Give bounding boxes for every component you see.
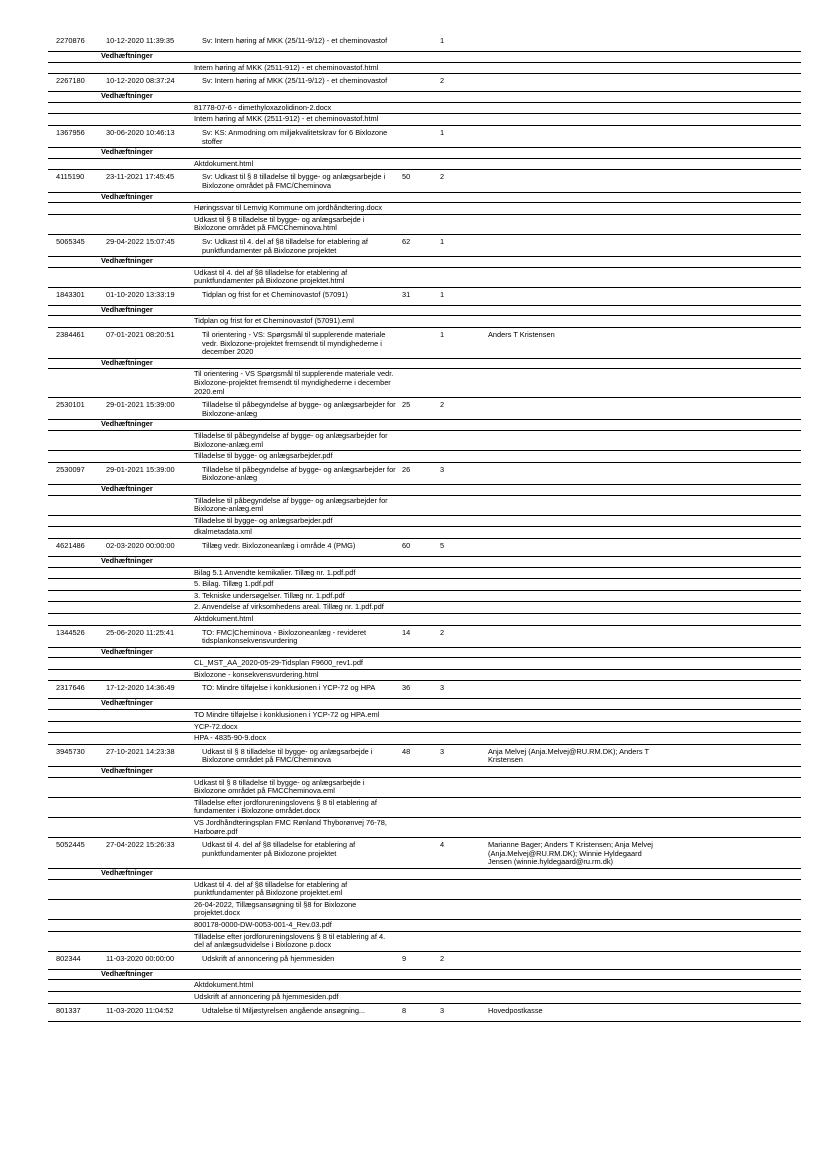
attachment-filename: Udskrift af annoncering på hjemmesiden.pdf bbox=[194, 991, 339, 1001]
attachments-heading: Vedhæftninger bbox=[48, 647, 801, 658]
record-subject: Udtalelse til Miljøstyrelsen angående ansøgning... bbox=[202, 1005, 366, 1015]
record-attachment-count: 1 bbox=[440, 36, 445, 45]
record-pages bbox=[402, 77, 440, 90]
record-main bbox=[48, 288, 801, 305]
record-row bbox=[48, 235, 801, 288]
record-recipients bbox=[488, 129, 658, 146]
attachment-item bbox=[48, 567, 801, 579]
record-row bbox=[48, 838, 801, 952]
attachment-filename: Intern høring af MKK (2511-912) - et cheminovastof.html bbox=[194, 62, 379, 72]
record-date: 11-03-2020 00:00:00 bbox=[106, 953, 175, 963]
attachment-item bbox=[48, 102, 801, 114]
attachment-filename: Tilladelse til bygge- og anlægsarbejder.pdf bbox=[194, 515, 333, 525]
attachment-item bbox=[48, 526, 801, 538]
record-subject: Tilladelse til påbegyndelse af bygge- og anlægsarbejder for Bixlozone-anlæg bbox=[202, 464, 396, 483]
attachment-item bbox=[48, 732, 801, 744]
record-pages: 14 bbox=[402, 627, 411, 637]
record-main bbox=[48, 681, 801, 698]
attachment-filename: Udkast til § 8 tilladelse til bygge- og anlægsarbejde i Bixlozone området på FMCCheminova.html bbox=[194, 214, 365, 233]
record-subject: Sv: Intern høring af MKK (25/11-9/12) - et cheminovastof bbox=[202, 36, 388, 45]
record-id: 1344526 bbox=[56, 627, 85, 637]
record-row bbox=[48, 539, 801, 626]
attachment-filename: Bilag 5.1 Anvendte kemikalier. Tillæg nr. 1.pdf.pdf bbox=[194, 567, 356, 577]
record-subject: Sv: KS: Anmodning om miljøkvalitetskrav for 6 Bixlozone stoffer bbox=[202, 127, 388, 146]
attachment-item bbox=[48, 777, 801, 797]
record-subject: Sv: Udkast til § 8 tilladelse til bygge- og anlægsarbejde i Bixlozone området på FMC/Cheminova bbox=[202, 172, 386, 190]
record-date: 29-04-2022 15:07:45 bbox=[106, 236, 175, 246]
attachment-item bbox=[48, 879, 801, 899]
attachment-filename: Aktdokument.html bbox=[194, 158, 254, 168]
record-pages bbox=[402, 841, 440, 867]
record-id: 1367956 bbox=[56, 127, 85, 137]
record-main bbox=[48, 398, 801, 419]
attachments-heading: Vedhæftninger bbox=[48, 484, 801, 495]
record-recipients bbox=[488, 77, 658, 90]
attachment-filename: Aktdokument.html bbox=[194, 613, 254, 623]
record-recipients bbox=[488, 542, 658, 555]
record-subject: Udkast til 4. del af §8 tilladelse for etablering af punktfundamenter på Bixlozone projektet bbox=[202, 840, 356, 858]
record-id: 2270876 bbox=[56, 36, 85, 45]
attachment-filename: Tilladelse til bygge- og anlægsarbejder.pdf bbox=[194, 451, 333, 461]
record-id: 3945730 bbox=[56, 746, 85, 756]
record-row bbox=[48, 34, 801, 74]
record-id: 2384461 bbox=[56, 330, 85, 340]
record-date: 17-12-2020 14:36:49 bbox=[106, 683, 175, 693]
attachment-item bbox=[48, 315, 801, 327]
record-recipients bbox=[488, 466, 658, 483]
attachment-filename: 2. Anvendelse af virksomhedens areal. Tillæg nr. 1.pdf.pdf bbox=[194, 602, 384, 612]
attachment-item bbox=[48, 931, 801, 951]
attachment-item bbox=[48, 919, 801, 931]
attachment-item bbox=[48, 430, 801, 450]
record-pages: 48 bbox=[402, 746, 411, 756]
attachment-filename: YCP-72.docx bbox=[194, 721, 238, 731]
record-subject: Tidplan og frist for et Cheminovastof (57091) bbox=[202, 289, 348, 299]
record-date: 11-03-2020 11:04:52 bbox=[106, 1005, 174, 1015]
record-row bbox=[48, 288, 801, 328]
record-main bbox=[48, 463, 801, 484]
record-recipients bbox=[488, 238, 658, 255]
record-id: 2530097 bbox=[56, 464, 85, 474]
record-id: 1843301 bbox=[56, 289, 85, 299]
record-pages: 8 bbox=[402, 1005, 407, 1015]
attachments-heading: Vedhæftninger bbox=[48, 358, 801, 369]
record-attachment-count: 3 bbox=[440, 683, 445, 693]
attachment-item bbox=[48, 991, 801, 1003]
record-date: 10-12-2020 11:39:35 bbox=[106, 36, 175, 45]
attachments-heading: Vedhæftninger bbox=[48, 192, 801, 203]
record-subject: TO: Mindre tilføjelse i konklusionen i YCP-72 og HPA bbox=[202, 683, 376, 693]
record-attachment-count: 2 bbox=[440, 953, 445, 963]
record-id: 2530101 bbox=[56, 400, 85, 410]
attachment-item bbox=[48, 613, 801, 625]
record-row bbox=[48, 952, 801, 1004]
attachments-heading: Vedhæftninger bbox=[48, 419, 801, 430]
record-row bbox=[48, 328, 801, 398]
attachment-filename: Til orientering - VS Spørgsmål til supplerende materiale vedr. Bixlozone-projektet fremsendt til myndighederne i december 2020.eml bbox=[194, 369, 394, 396]
attachment-filename: 5. Bilag. Tillæg 1.pdf.pdf bbox=[194, 579, 274, 589]
record-main bbox=[48, 745, 801, 766]
record-pages: 31 bbox=[402, 289, 411, 299]
attachment-filename: CL_MST_AA_2020-05-29-Tidsplan F9600_rev1.pdf bbox=[194, 658, 363, 668]
attachment-filename: VS Jordhåndteringsplan FMC Rønland Thyborønvej 76-78, Harboøre.pdf bbox=[194, 818, 387, 836]
attachment-filename: Aktdokument.html bbox=[194, 980, 254, 990]
record-attachment-count: 1 bbox=[440, 330, 445, 340]
record-date: 25-06-2020 11:25:41 bbox=[106, 627, 175, 637]
record-recipients bbox=[488, 401, 658, 418]
record-date: 27-10-2021 14:23:38 bbox=[106, 746, 175, 756]
record-pages: 60 bbox=[402, 540, 411, 550]
record-row bbox=[48, 74, 801, 126]
record-recipients bbox=[488, 955, 658, 968]
record-date: 29-01-2021 15:39:00 bbox=[106, 464, 175, 474]
record-pages: 26 bbox=[402, 464, 411, 474]
record-recipients bbox=[488, 173, 658, 190]
attachment-item bbox=[48, 495, 801, 515]
record-row bbox=[48, 1004, 801, 1022]
attachment-item bbox=[48, 669, 801, 681]
attachments-heading: Vedhæftninger bbox=[48, 868, 801, 879]
record-attachment-count: 1 bbox=[440, 289, 445, 299]
record-recipients: Hovedpostkasse bbox=[488, 1005, 543, 1015]
record-pages bbox=[402, 129, 440, 146]
attachments-heading: Vedhæftninger bbox=[48, 698, 801, 709]
record-row bbox=[48, 126, 801, 170]
attachment-filename: Høringssvar til Lemvig Kommune om jordhåndtering.docx bbox=[194, 203, 383, 213]
record-subject: Tillæg vedr. Bixlozoneanlæg i område 4 (PMG) bbox=[202, 540, 356, 550]
attachments-heading: Vedhæftninger bbox=[48, 556, 801, 567]
record-id: 801337 bbox=[56, 1005, 81, 1015]
record-attachment-count: 2 bbox=[440, 172, 445, 182]
attachment-filename: Tilladelse efter jordforureningslovens § 8 til etablering af 4. del af anlægsudvidelse i Bixlozone p.docx bbox=[194, 931, 386, 950]
record-date: 29-01-2021 15:39:00 bbox=[106, 400, 175, 410]
record-date: 02-03-2020 00:00:00 bbox=[106, 540, 175, 550]
record-main bbox=[48, 539, 801, 556]
record-pages: 50 bbox=[402, 172, 411, 182]
record-attachment-count: 2 bbox=[440, 76, 445, 86]
attachment-filename: HPA - 4835-90-9.docx bbox=[194, 733, 267, 743]
record-attachment-count: 5 bbox=[440, 540, 445, 550]
record-pages: 25 bbox=[402, 400, 411, 410]
attachment-filename: TO Mindre tilføjelse i konklusionen i YCP-72 og HPA.eml bbox=[194, 710, 380, 720]
record-recipients bbox=[488, 291, 658, 304]
record-recipients bbox=[488, 629, 658, 646]
attachment-item bbox=[48, 817, 801, 837]
attachment-filename: Tilladelse til påbegyndelse af bygge- og anlægsarbejder for Bixlozone-anlæg.eml bbox=[194, 431, 388, 449]
record-recipients bbox=[488, 684, 658, 697]
attachment-item bbox=[48, 979, 801, 991]
record-id: 2317646 bbox=[56, 683, 85, 693]
record-date: 07-01-2021 08:20:51 bbox=[106, 330, 175, 340]
attachment-filename: 26-04-2022, Tillægsansøgning til §8 for Bixlozone projektet.docx bbox=[194, 899, 357, 918]
record-main bbox=[48, 170, 801, 191]
attachments-heading: Vedhæftninger bbox=[48, 256, 801, 267]
attachment-filename: dkalmetadata.xml bbox=[194, 527, 252, 537]
attachment-filename: Tilladelse til påbegyndelse af bygge- og anlægsarbejder for Bixlozone-anlæg.eml bbox=[194, 495, 388, 514]
record-pages: 9 bbox=[402, 953, 407, 963]
record-attachment-count: 4 bbox=[440, 840, 445, 850]
attachments-heading: Vedhæftninger bbox=[48, 766, 801, 777]
attachment-item bbox=[48, 202, 801, 214]
record-main bbox=[48, 74, 801, 91]
record-subject: TO: FMC|Cheminova - Bixlozoneanlæg - revideret tidsplankonsekvensvurdering bbox=[202, 627, 367, 646]
attachment-item bbox=[48, 578, 801, 590]
attachment-item bbox=[48, 709, 801, 721]
record-attachment-count: 1 bbox=[440, 236, 445, 246]
record-id: 5052445 bbox=[56, 840, 85, 850]
record-row bbox=[48, 745, 801, 838]
record-recipients bbox=[488, 37, 658, 50]
attachments-heading: Vedhæftninger bbox=[48, 147, 801, 158]
record-subject: Sv: Intern høring af MKK (25/11-9/12) - et cheminovastof bbox=[202, 76, 388, 86]
attachment-item bbox=[48, 214, 801, 234]
attachment-filename: Bixlozone - konsekvensvurdering.html bbox=[194, 669, 319, 679]
attachments-heading: Vedhæftninger bbox=[48, 969, 801, 980]
record-row bbox=[48, 463, 801, 539]
record-date: 30-06-2020 10:46:13 bbox=[106, 127, 175, 137]
attachment-item bbox=[48, 657, 801, 669]
record-main bbox=[48, 626, 801, 647]
record-date: 10-12-2020 08:37:24 bbox=[106, 76, 175, 86]
attachment-item bbox=[48, 450, 801, 462]
attachments-heading: Vedhæftninger bbox=[48, 91, 801, 102]
attachment-filename: Intern høring af MKK (2511-912) - et cheminovastof.html bbox=[194, 114, 379, 124]
attachment-item bbox=[48, 899, 801, 919]
attachment-item bbox=[48, 267, 801, 287]
document-list bbox=[48, 34, 801, 1022]
record-attachment-count: 3 bbox=[440, 464, 445, 474]
attachment-item bbox=[48, 158, 801, 170]
record-pages: 36 bbox=[402, 683, 411, 693]
record-row bbox=[48, 681, 801, 744]
record-recipients: Marianne Bager; Anders T Kristensen; Anja Melvej (Anja.Melvej@RU.RM.DK); Winnie Hyldegaard Jensen (winnie.hyldegaard@ru.rm.dk) bbox=[488, 840, 653, 867]
record-attachment-count: 3 bbox=[440, 746, 445, 756]
record-recipients: Anja Melvej (Anja.Melvej@RU.RM.DK); Anders T Kristensen bbox=[488, 746, 649, 765]
attachment-item bbox=[48, 515, 801, 527]
record-main bbox=[48, 838, 801, 868]
record-id: 5065345 bbox=[56, 236, 85, 246]
record-date: 27-04-2022 15:26:33 bbox=[106, 840, 175, 850]
record-main bbox=[48, 328, 801, 358]
record-main bbox=[48, 235, 801, 256]
attachment-item bbox=[48, 62, 801, 74]
record-row bbox=[48, 626, 801, 682]
record-pages: 62 bbox=[402, 236, 411, 246]
record-pages bbox=[402, 37, 440, 50]
record-attachment-count: 1 bbox=[440, 127, 445, 137]
record-main bbox=[48, 34, 801, 51]
attachment-filename: 3. Tekniske undersøgelser. Tillæg nr. 1.pdf.pdf bbox=[194, 590, 345, 600]
record-main bbox=[48, 952, 801, 969]
record-recipients: Anders T Kristensen bbox=[488, 330, 555, 340]
attachment-filename: 81778-07-6 - dimethyloxazolidinon-2.docx bbox=[194, 102, 332, 112]
attachments-heading: Vedhæftninger bbox=[48, 51, 801, 62]
record-main bbox=[48, 1004, 801, 1021]
record-subject: Udskrift af annoncering på hjemmesiden bbox=[202, 953, 335, 963]
attachments-heading: Vedhæftninger bbox=[48, 305, 801, 316]
attachment-item bbox=[48, 601, 801, 613]
attachment-item bbox=[48, 721, 801, 733]
record-attachment-count: 2 bbox=[440, 400, 445, 410]
record-date: 01-10-2020 13:33:19 bbox=[106, 289, 175, 299]
record-row bbox=[48, 170, 801, 235]
record-row bbox=[48, 398, 801, 463]
record-id: 802344 bbox=[56, 953, 81, 963]
record-subject: Til orientering - VS: Spørgsmål til supplerende materiale vedr. Bixlozone-projektet fremsendt til myndighederne i december 2020 bbox=[202, 330, 386, 357]
record-main bbox=[48, 126, 801, 147]
record-subject: Sv: Udkast til 4. del af §8 tilladelse for etablering af punktfundamenter på Bixlozone projektet bbox=[202, 236, 368, 255]
attachment-filename: Tidplan og frist for et Cheminovastof (57091).eml bbox=[194, 316, 354, 326]
attachment-filename: Udkast til § 8 tilladelse til bygge- og anlægsarbejde i Bixlozone området på FMCCheminova.eml bbox=[194, 777, 365, 796]
record-attachment-count: 3 bbox=[440, 1005, 445, 1015]
record-id: 4621486 bbox=[56, 540, 85, 550]
record-date: 23-11-2021 17:45:45 bbox=[106, 172, 175, 182]
record-subject: Tilladelse til påbegyndelse af bygge- og anlægsarbejder for Bixlozone-anlæg bbox=[202, 400, 396, 418]
attachment-item bbox=[48, 368, 801, 397]
record-id: 2267180 bbox=[56, 76, 85, 86]
attachment-filename: Tilladelse efter jordforureningslovens § 8 til etablering af fundamenter i Bixlozone området.docx bbox=[194, 797, 377, 816]
attachment-item bbox=[48, 113, 801, 125]
attachment-filename: Udkast til 4. del af §8 tilladelse for etablering af punktfundamenter på Bixlozone projektet.eml bbox=[194, 879, 348, 898]
record-subject: Udkast til § 8 tilladelse til bygge- og anlægsarbejde i Bixlozone området på FMC/Cheminova bbox=[202, 746, 373, 765]
attachment-item bbox=[48, 797, 801, 817]
record-id: 4115190 bbox=[56, 172, 85, 182]
attachment-filename: Udkast til 4. del af §8 tilladelse for etablering af punktfundamenter på Bixlozone projektet.html bbox=[194, 267, 348, 286]
attachment-item bbox=[48, 590, 801, 602]
record-pages bbox=[402, 331, 440, 357]
record-attachment-count: 2 bbox=[440, 627, 445, 637]
attachment-filename: 800178-0000-DW-0053-001-4_Rev.03.pdf bbox=[194, 919, 332, 929]
